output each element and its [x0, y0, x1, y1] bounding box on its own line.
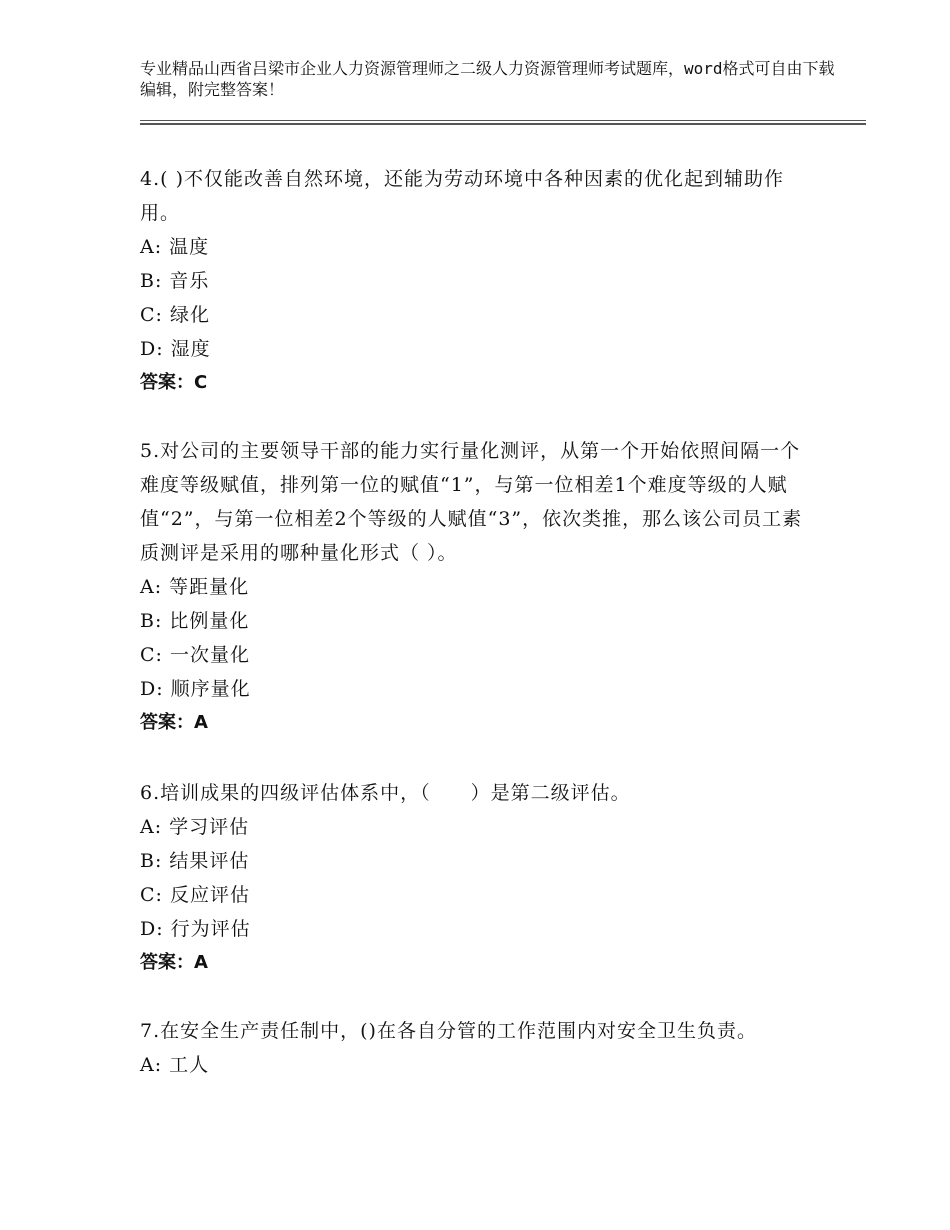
option-a: A: 学习评估 — [140, 816, 250, 838]
answer-line: 答案：A — [140, 952, 208, 973]
option-d: D: 湿度 — [140, 338, 211, 360]
header-text: 专业精品山西省吕梁市企业人力资源管理师之二级人力资源管理师考试题库，word格式可自由下载编辑，附完整答案！ — [140, 59, 835, 99]
question-stem: 7.在安全生产责任制中，()在各自分管的工作范围内对安全卫生负责。 — [140, 1020, 757, 1042]
option-a: A: 工人 — [140, 1054, 210, 1076]
option-c: C: 反应评估 — [140, 884, 250, 906]
document-header — [140, 58, 840, 100]
question-6 — [140, 776, 810, 980]
answer-line: 答案：A — [140, 712, 208, 733]
option-c: C: 绿化 — [140, 304, 210, 326]
question-7 — [140, 1014, 810, 1082]
option-a: A: 等距量化 — [140, 576, 250, 598]
option-d: D: 行为评估 — [140, 918, 251, 940]
question-stem: 6.培训成果的四级评估体系中，（ ）是第二级评估。 — [140, 782, 631, 804]
question-stem: 4.( )不仅能改善自然环境，还能为劳动环境中各种因素的优化起到辅助作用。 — [140, 168, 784, 224]
option-a: A: 温度 — [140, 236, 210, 258]
option-d: D: 顺序量化 — [140, 678, 251, 700]
option-b: B: 结果评估 — [140, 850, 250, 872]
answer-line: 答案：C — [140, 372, 208, 393]
header-divider-line — [140, 123, 866, 125]
option-b: B: 比例量化 — [140, 610, 250, 632]
option-b: B: 音乐 — [140, 270, 210, 292]
question-5 — [140, 434, 810, 740]
question-4 — [140, 162, 810, 400]
header-divider-line — [140, 120, 866, 121]
question-stem: 5.对公司的主要领导干部的能力实行量化测评，从第一个开始依照间隔一个难度等级赋值，排列第一位的赋值“1”，与第一位相差1个难度等级的人赋值“2”，与第一位相差2个等级的人赋值“3”，依次类推，那么该公司员工素质测评是采用的哪种量化形式（ ）。 — [140, 440, 803, 564]
option-c: C: 一次量化 — [140, 644, 250, 666]
